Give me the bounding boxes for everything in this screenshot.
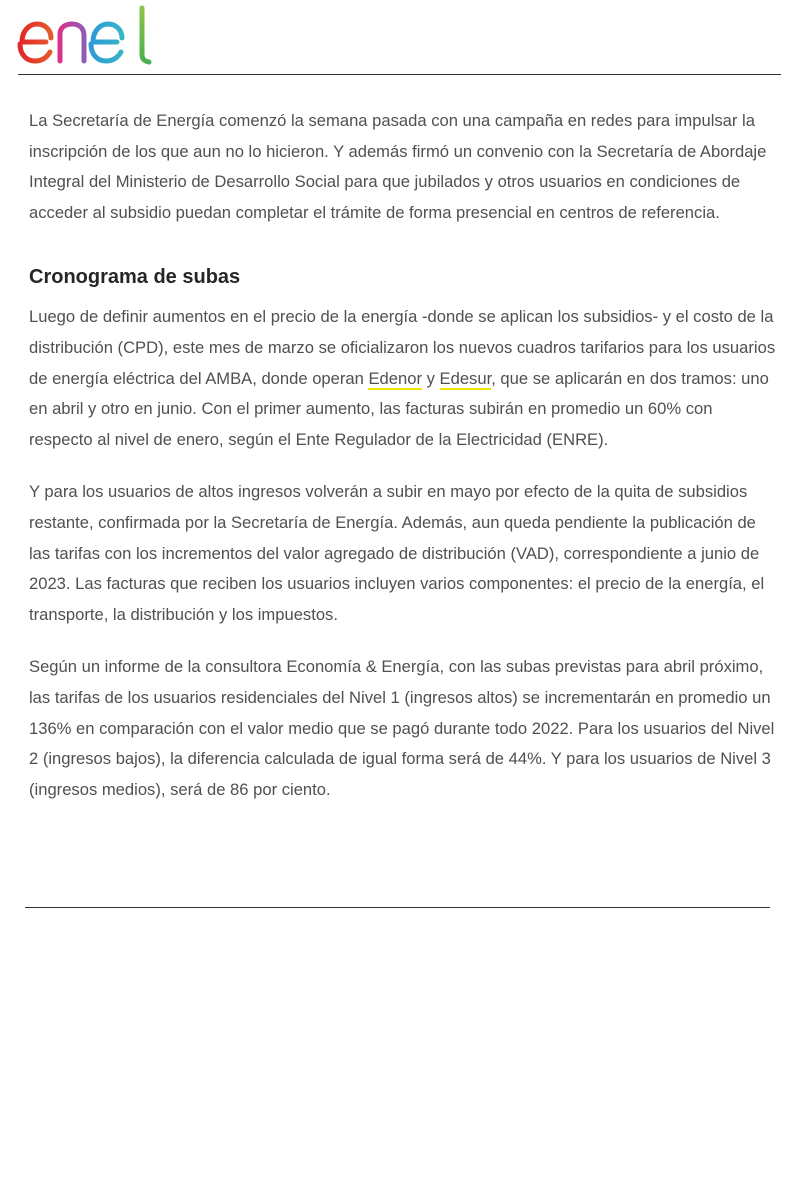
edesur-link[interactable]: Edesur (439, 368, 492, 388)
paragraph-text: Luego de definir aumentos en el precio de la energía -donde se aplican los subsidios- y el costo de la distribución (CPD), este mes de marzo se oficializaron los nuevos cuadros tarifarios para los usuarios de energía eléctrica del AMBA, donde operan (29, 307, 776, 388)
enel-logo[interactable] (16, 4, 186, 66)
footer-divider (25, 907, 770, 908)
article-body (29, 106, 777, 805)
edenor-link[interactable]: Edenor (368, 368, 422, 388)
header (0, 0, 800, 76)
consultancy-report-paragraph: Según un informe de la consultora Economía & Energía, con las subas previstas para abril próximo, las tarifas de los usuarios residenciales del Nivel 1 (ingresos altos) se incrementarán en promedio un 136% en comparación con el valor medio que se pagó durante todo 2022. Para los usuarios del Nivel 2 (ingresos bajos), la diferencia calculada de igual forma será de 44%. Y para los usuarios de Nivel 3 (ingresos medios), será de 86 por ciento. (29, 657, 775, 799)
paragraph-text: y (422, 368, 440, 388)
intro-paragraph: La Secretaría de Energía comenzó la semana pasada con una campaña en redes para impulsar la inscripción de los que aun no lo hicieron. Y además firmó un convenio con la Secretaría de Abordaje Integral del Ministerio de Desarrollo Social para que jubilados y otros usuarios en condiciones de acceder al subsidio puedan completar el trámite de forma presencial en centros de referencia. (29, 111, 767, 222)
paragraph-text: , que se aplicarán en dos tramos: uno en abril y otro en junio. Con el primer aumento, las facturas subirán en promedio un 60% con respecto al nivel de enero, según el Ente Regulador de la Electricidad (ENRE). (29, 368, 769, 449)
tariff-schedule-paragraph (29, 302, 777, 455)
header-divider (18, 74, 781, 75)
section-heading: Cronograma de subas (29, 266, 241, 289)
high-income-paragraph: Y para los usuarios de altos ingresos volverán a subir en mayo por efecto de la quita de subsidios restante, confirmada por la Secretaría de Energía. Además, aun queda pendiente la publicación de las tarifas con los incrementos del valor agregado de distribución (VAD), correspondiente a junio de 2023. Las facturas que reciben los usuarios incluyen varios componentes: el precio de la energía, el transporte, la distribución y los impuestos. (29, 482, 765, 624)
